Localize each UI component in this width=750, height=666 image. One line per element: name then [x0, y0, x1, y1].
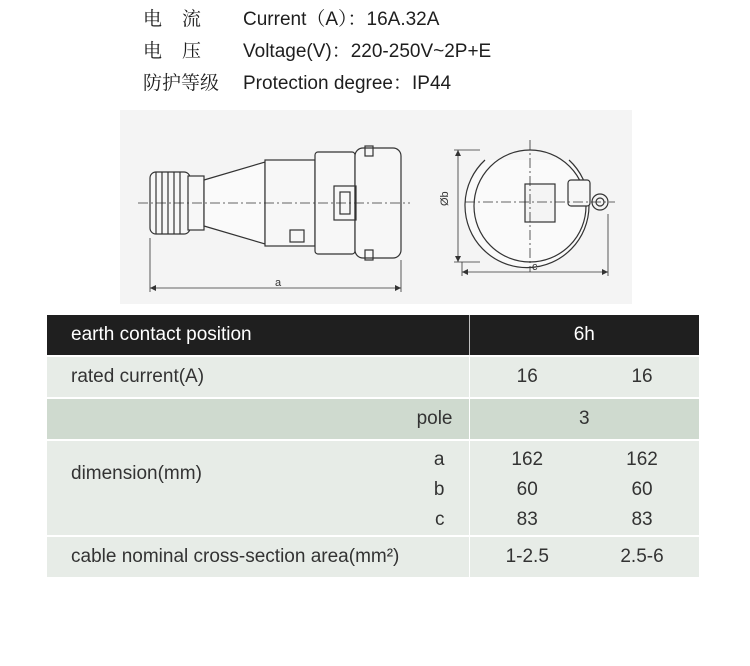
spec-current-en: Current（A）：16A.32A: [243, 9, 440, 30]
dimension-c-value-1: 83: [516, 509, 538, 530]
dimension-b-value-2: 60: [631, 479, 653, 500]
dimension-key-a: a: [433, 449, 445, 470]
technical-drawing: [120, 110, 632, 304]
rated-current-value-2: 16: [585, 356, 699, 398]
spec-protection: [143, 68, 623, 100]
spec-protection-en: Protection degree：IP44: [243, 73, 452, 94]
cable-value-2: 2.5-6: [585, 536, 699, 578]
dimension-b-value-1: 60: [516, 479, 538, 500]
dimension-c-value-2: 83: [631, 509, 653, 530]
spec-protection-cn: 防护等级: [143, 73, 220, 94]
table-header-row: [47, 315, 699, 356]
cable-label: cable nominal cross-section area(mm²): [47, 536, 469, 578]
rated-current-row: [47, 356, 699, 398]
dimension-label-cell: [47, 440, 469, 536]
dimension-a-label: a: [275, 277, 282, 289]
dimension-key-c: c: [435, 509, 445, 530]
spec-voltage-cn: 电压: [143, 41, 222, 62]
spec-voltage-en: Voltage(V)：220-250V~2P+E: [243, 41, 492, 62]
rated-current-label: rated current(A): [47, 356, 469, 398]
front-view-drawing: [454, 140, 615, 276]
pole-value: 3: [469, 398, 699, 440]
dimension-a-value-1: 162: [511, 449, 544, 470]
spec-list: [143, 4, 623, 100]
dimension-a-value-2: 162: [626, 449, 658, 470]
dimension-b-label: Øb: [439, 191, 451, 206]
spec-table: [47, 315, 699, 579]
rated-current-value-1: 16: [469, 356, 585, 398]
dimension-key-b: b: [433, 479, 445, 500]
earth-contact-label: earth contact position: [47, 315, 469, 356]
cable-row: [47, 536, 699, 578]
side-view-drawing: [138, 146, 410, 292]
pole-label: pole: [47, 398, 469, 440]
spec-current: [143, 4, 623, 36]
earth-contact-value: 6h: [469, 315, 699, 356]
dimension-col-1: [469, 440, 585, 536]
pole-row: [47, 398, 699, 440]
spec-voltage: [143, 36, 623, 68]
dimension-c-label: c: [532, 261, 538, 273]
spec-current-cn: 电流: [143, 9, 222, 30]
dimension-keys: [434, 441, 469, 535]
dimension-col-2: [585, 440, 699, 536]
cable-value-1: 1-2.5: [469, 536, 585, 578]
dimension-row: [47, 440, 699, 536]
dimension-label: dimension(mm): [71, 463, 202, 484]
